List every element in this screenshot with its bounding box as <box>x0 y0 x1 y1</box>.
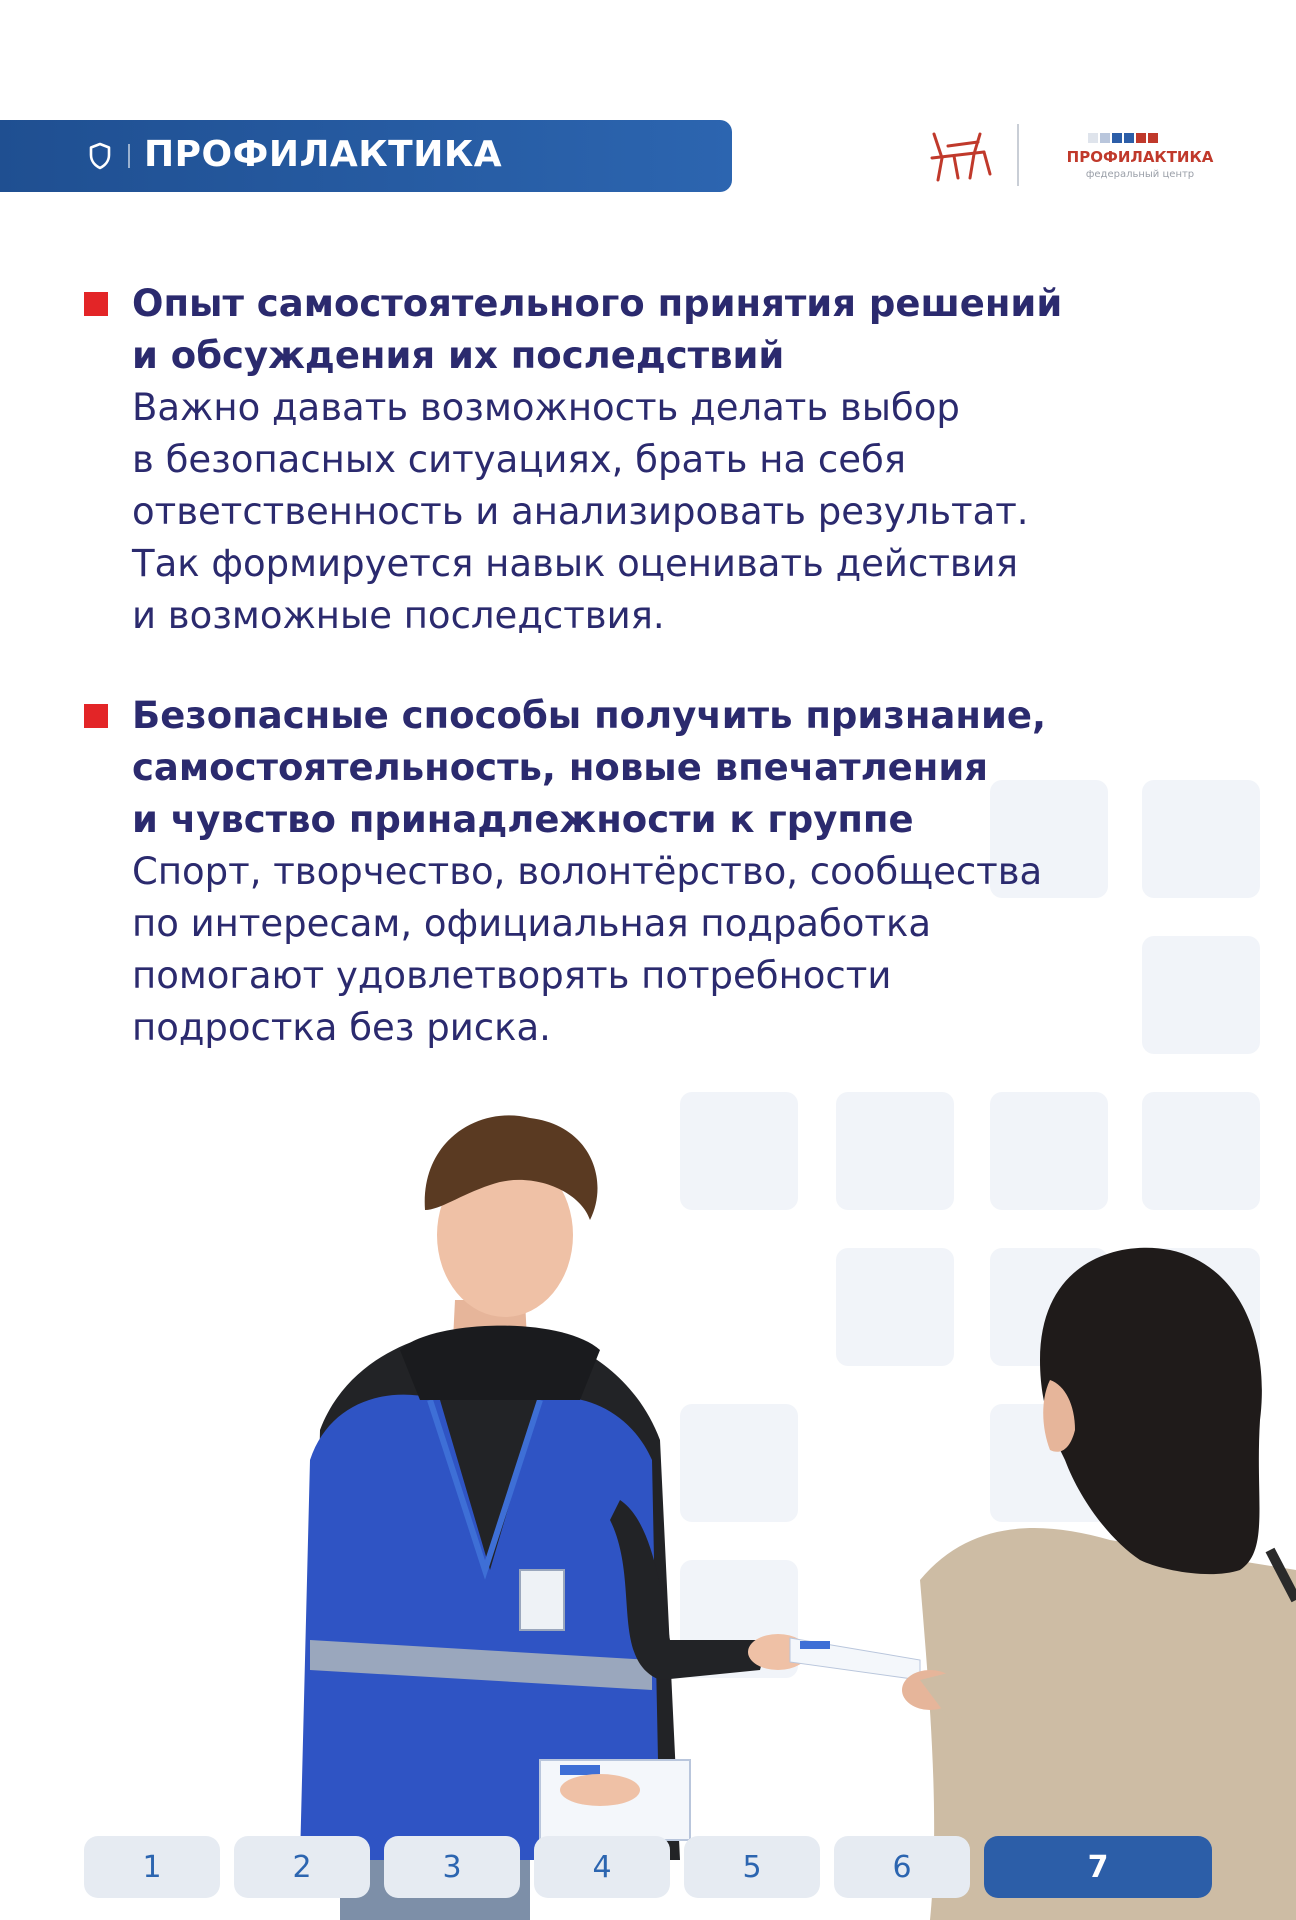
page-button-7-active[interactable]: 7 <box>984 1836 1212 1898</box>
body-line: Так формируется навык оценивать действия <box>132 542 1018 585</box>
bullet-body <box>132 846 1242 1054</box>
shield-icon <box>88 142 112 170</box>
body-line: подростка без риска. <box>132 1006 551 1049</box>
page-button-6[interactable]: 6 <box>834 1836 970 1898</box>
bullet-body <box>132 382 1242 642</box>
body-line: помогают удовлетворять потребности <box>132 954 892 997</box>
body-line: по интересам, официальная подработка <box>132 902 932 945</box>
chair-icon <box>928 128 994 184</box>
logo-divider <box>1017 124 1019 186</box>
body-line: Спорт, творчество, волонтёрство, сообщества <box>132 850 1043 893</box>
heading-line: и обсуждения их последствий <box>132 334 785 377</box>
header-divider <box>128 144 130 168</box>
body-line: в безопасных ситуациях, брать на себя <box>132 438 907 481</box>
bullet-marker <box>84 704 108 728</box>
body-line: и возможные последствия. <box>132 594 665 637</box>
body-line: ответственность и анализировать результат. <box>132 490 1029 533</box>
bullet-heading <box>132 278 1242 382</box>
page-button-5[interactable]: 5 <box>684 1836 820 1898</box>
page-button-1[interactable]: 1 <box>84 1836 220 1898</box>
body-line: Важно давать возможность делать выбор <box>132 386 960 429</box>
page-button-2[interactable]: 2 <box>234 1836 370 1898</box>
bullet-marker <box>84 292 108 316</box>
pagination <box>84 1836 1212 1898</box>
section-header <box>0 120 732 192</box>
header-title: ПРОФИЛАКТИКА <box>144 134 503 175</box>
photo-volunteer-handing-leaflet <box>280 1100 1296 1920</box>
page-button-4[interactable]: 4 <box>534 1836 670 1898</box>
logo-subtitle: федеральный центр <box>1085 169 1195 180</box>
heading-line: самостоятельность, новые впечатления <box>132 746 989 789</box>
page-button-3[interactable]: 3 <box>384 1836 520 1898</box>
logo-name: ПРОФИЛАКТИКА <box>1066 148 1214 166</box>
woman-figure <box>902 1248 1296 1920</box>
bullet-text <box>132 690 1242 1054</box>
bullet-text <box>132 278 1242 642</box>
boy-figure <box>300 1115 920 1920</box>
heading-line: и чувство принадлежности к группе <box>132 798 914 841</box>
bullet-heading <box>132 690 1242 846</box>
heading-line: Безопасные способы получить признание, <box>132 694 1047 737</box>
heading-line: Опыт самостоятельного принятия решений <box>132 282 1063 325</box>
logo-blocks-icon <box>1088 133 1172 143</box>
